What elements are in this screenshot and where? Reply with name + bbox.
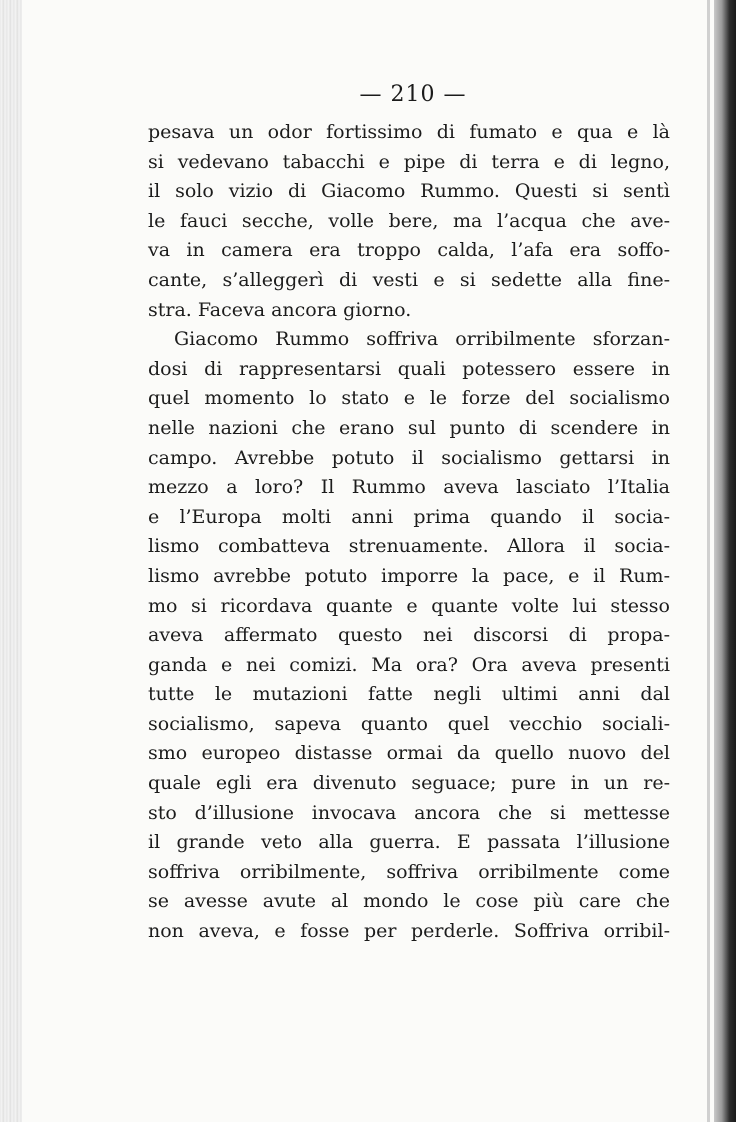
text-line: nelle nazioni che erano sul punto di scendere in — [148, 416, 670, 439]
text-line: e l’Europa molti anni prima quando il socia- — [148, 505, 670, 528]
text-line: ganda e nei comizi. Ma ora? Ora aveva presenti — [148, 653, 670, 676]
text-line: si vedevano tabacchi e pipe di terra e di legno, — [148, 150, 670, 173]
text-line: soffriva orribilmente, soffriva orribilmente come — [148, 860, 670, 883]
text-line: mezzo a loro? Il Rummo aveva lasciato l’Italia — [148, 476, 670, 499]
text-line: se avesse avute al mondo le cose più care che — [148, 890, 670, 913]
text-line: il solo vizio di Giacomo Rummo. Questi si sentì — [148, 180, 670, 203]
body-text — [148, 118, 670, 947]
text-line: lismo combatteva strenuamente. Allora il socia- — [148, 535, 670, 558]
text-line: mo si ricordava quante e quante volte lui stesso — [148, 594, 670, 617]
text-line: socialismo, sapeva quanto quel vecchio sociali- — [148, 712, 670, 735]
page-right-edge — [714, 0, 736, 1122]
text-line: smo europeo distasse ormai da quello nuovo del — [148, 742, 670, 765]
text-line: quale egli era divenuto seguace; pure in un re- — [148, 772, 670, 795]
text-line: va in camera era troppo calda, l’afa era soffo- — [148, 239, 670, 262]
text-line: campo. Avrebbe potuto il socialismo gettarsi in — [148, 446, 670, 469]
text-line: pesava un odor fortissimo di fumato e qua e là — [148, 121, 670, 143]
page-edge-line — [707, 0, 710, 1122]
text-line: le fauci secche, volle bere, ma l’acqua che ave- — [148, 209, 670, 232]
text-line: quel momento lo stato e le forze del socialismo — [148, 387, 670, 410]
text-line: tutte le mutazioni fatte negli ultimi anni dal — [148, 683, 670, 706]
text-line: dosi di rappresentarsi quali potessero essere in — [148, 357, 670, 380]
page-number: — 210 — — [359, 82, 467, 107]
paragraph-start-line: Giacomo Rummo soffriva orribilmente sforzan- — [174, 328, 670, 351]
text-line: il grande veto alla guerra. E passata l’illusione — [148, 831, 670, 854]
paragraph-end-line: stra. Faceva ancora giorno. — [148, 298, 412, 321]
text-line: non aveva, e fosse per perderle. Soffriva orribil- — [148, 920, 670, 943]
text-line: cante, s’alleggerì di vesti e si sedette alla fine- — [148, 268, 670, 291]
page-binding-gutter — [0, 0, 22, 1122]
text-line: lismo avrebbe potuto imporre la pace, e il Rum- — [148, 564, 670, 587]
text-line: sto d’illusione invocava ancora che si mettesse — [148, 801, 670, 824]
text-line: aveva affermato questo nei discorsi di propa- — [148, 624, 670, 647]
